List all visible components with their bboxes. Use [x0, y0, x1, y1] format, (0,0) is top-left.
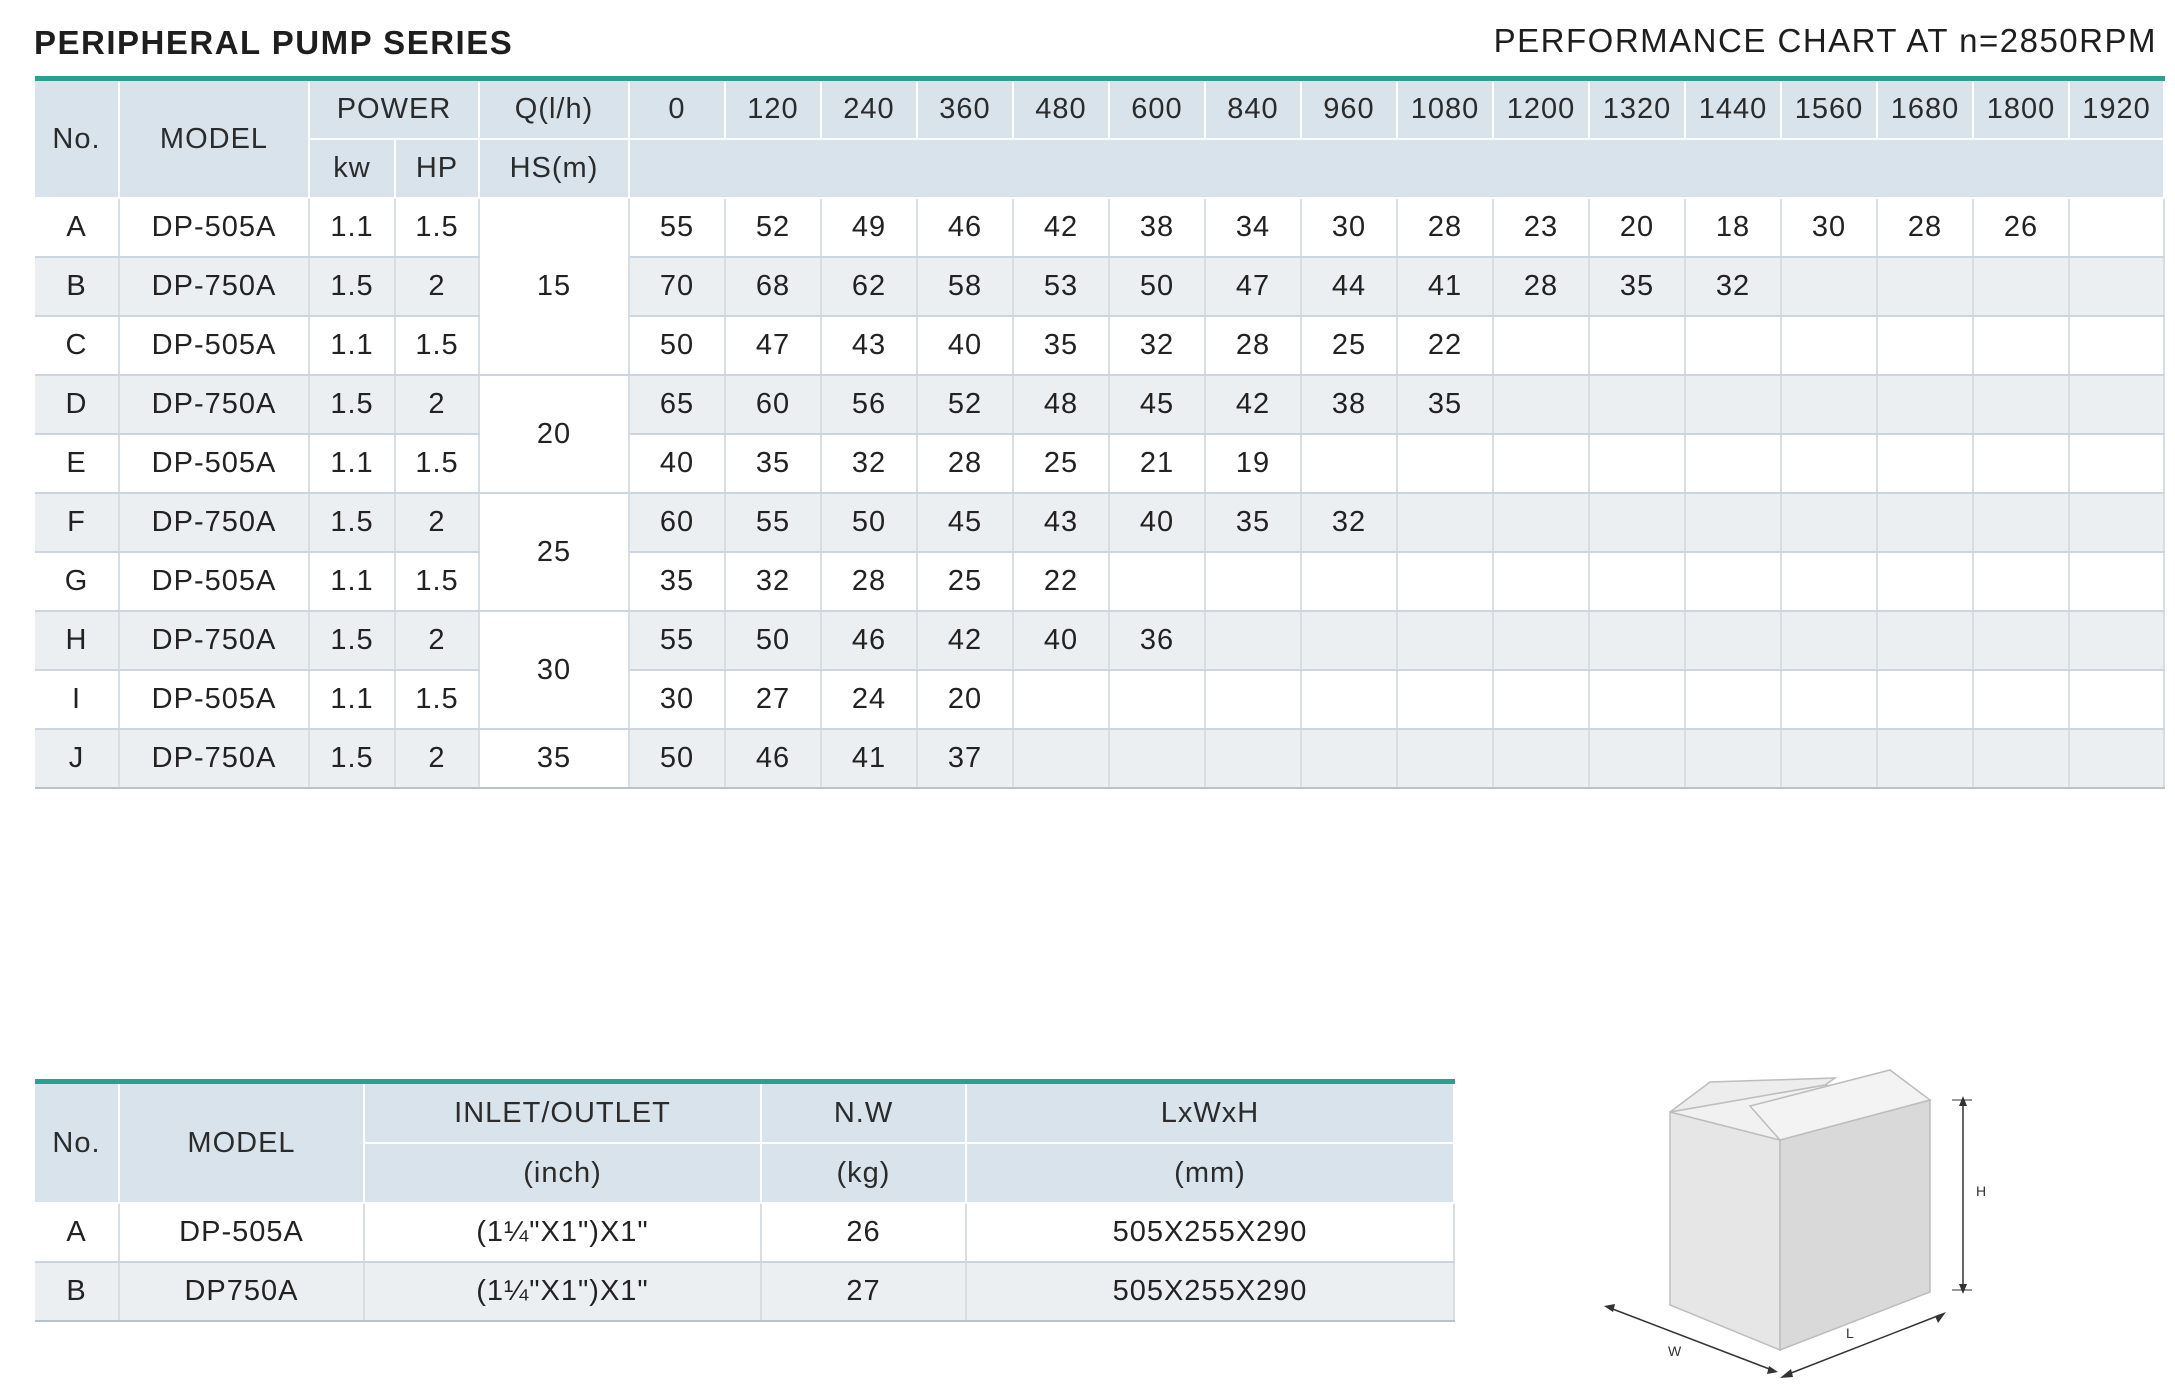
cell-head-value [1493, 729, 1589, 788]
flow-header: 600 [1109, 79, 1205, 140]
cell-head-value [1301, 434, 1397, 493]
cell-head-value: 28 [1877, 198, 1973, 257]
cell-head-value [1877, 316, 1973, 375]
cell-head-value [1973, 493, 2069, 552]
cell-head-value [1397, 611, 1493, 670]
cell-model: DP-750A [119, 611, 309, 670]
pack-header-model: MODEL [119, 1082, 364, 1204]
table-row [35, 729, 2164, 788]
cell-head-value [1109, 729, 1205, 788]
pack-cell-no: B [35, 1262, 119, 1321]
cell-head-value: 41 [821, 729, 917, 788]
header-hs: HS(m) [479, 139, 629, 198]
cell-head-value: 49 [821, 198, 917, 257]
carton-label-w: W [1668, 1343, 1682, 1359]
pack-header-inlet-unit: (inch) [364, 1143, 761, 1203]
cell-head-value [1877, 729, 1973, 788]
cell-head-value [1685, 316, 1781, 375]
carton-label-h: H [1976, 1183, 1987, 1199]
pack-cell-no: A [35, 1203, 119, 1262]
cell-head-value: 55 [629, 198, 725, 257]
cell-head-value [2069, 375, 2164, 434]
cell-head-value: 40 [917, 316, 1013, 375]
cell-model: DP-505A [119, 434, 309, 493]
flow-header: 840 [1205, 79, 1301, 140]
cell-head-value [2069, 198, 2164, 257]
cell-head-value [1973, 434, 2069, 493]
cell-head-value [1589, 375, 1685, 434]
cell-kw: 1.5 [309, 257, 395, 316]
cell-head-value [1781, 316, 1877, 375]
cell-model: DP-750A [119, 375, 309, 434]
flow-header: 480 [1013, 79, 1109, 140]
cell-kw: 1.5 [309, 375, 395, 434]
cell-head-value: 65 [629, 375, 725, 434]
cell-head-value [1109, 552, 1205, 611]
cell-head-value [1493, 552, 1589, 611]
cell-head-value: 26 [1973, 198, 2069, 257]
cell-head-value [1205, 552, 1301, 611]
flow-header: 1320 [1589, 79, 1685, 140]
cell-head-value: 45 [1109, 375, 1205, 434]
packing-table [35, 1079, 1455, 1322]
cell-head-value [1877, 375, 1973, 434]
cell-head-value [1397, 434, 1493, 493]
cell-head-value: 35 [1205, 493, 1301, 552]
cell-head-value [2069, 316, 2164, 375]
cell-head-value [1973, 375, 2069, 434]
pack-cell-inlet: (1¼"X1")X1" [364, 1203, 761, 1262]
cell-head-value: 35 [725, 434, 821, 493]
table-row [35, 316, 2164, 375]
cell-head-value: 32 [725, 552, 821, 611]
cell-model: DP-750A [119, 729, 309, 788]
cell-head-value [1493, 375, 1589, 434]
cell-no: A [35, 198, 119, 257]
pack-header-lwh: LxWxH [966, 1082, 1454, 1144]
cell-head-value: 37 [917, 729, 1013, 788]
cell-no: F [35, 493, 119, 552]
cell-hp: 2 [395, 493, 479, 552]
cell-head-value: 32 [1109, 316, 1205, 375]
cell-head-value [1397, 670, 1493, 729]
cell-head-value: 43 [821, 316, 917, 375]
cell-head-value [1685, 434, 1781, 493]
cell-head-value [1589, 729, 1685, 788]
cell-no: H [35, 611, 119, 670]
cell-head-value: 28 [821, 552, 917, 611]
cell-hp: 1.5 [395, 670, 479, 729]
cell-head-value [1205, 729, 1301, 788]
cell-head-value: 36 [1109, 611, 1205, 670]
cell-head-value: 38 [1301, 375, 1397, 434]
cell-kw: 1.5 [309, 493, 395, 552]
cell-head-value: 55 [725, 493, 821, 552]
cell-head-value: 58 [917, 257, 1013, 316]
cell-no: J [35, 729, 119, 788]
cell-hp: 2 [395, 729, 479, 788]
pack-header-nw-unit: (kg) [761, 1143, 966, 1203]
cell-head-value: 60 [629, 493, 725, 552]
cell-head-value [1301, 670, 1397, 729]
flow-header: 1920 [2069, 79, 2164, 140]
cell-kw: 1.1 [309, 670, 395, 729]
cell-head-value: 35 [1013, 316, 1109, 375]
cell-head-value [1877, 670, 1973, 729]
pack-cell-model: DP750A [119, 1262, 364, 1321]
cell-hs: 25 [479, 493, 629, 611]
cell-head-value: 27 [725, 670, 821, 729]
pack-header-inlet: INLET/OUTLET [364, 1082, 761, 1144]
cell-head-value [1973, 257, 2069, 316]
cell-kw: 1.1 [309, 316, 395, 375]
cell-head-value: 42 [1205, 375, 1301, 434]
cell-head-value: 30 [629, 670, 725, 729]
flow-header: 1440 [1685, 79, 1781, 140]
cell-head-value: 32 [821, 434, 917, 493]
cell-head-value [1685, 670, 1781, 729]
cell-head-value: 52 [725, 198, 821, 257]
flow-header: 1200 [1493, 79, 1589, 140]
cell-head-value: 47 [725, 316, 821, 375]
cell-head-value: 40 [1013, 611, 1109, 670]
cell-kw: 1.1 [309, 198, 395, 257]
header-model: MODEL [119, 79, 309, 199]
cell-head-value [1685, 611, 1781, 670]
table-row [35, 434, 2164, 493]
cell-head-value [1013, 670, 1109, 729]
cell-head-value: 50 [821, 493, 917, 552]
table-row [35, 1262, 1454, 1321]
pack-cell-lwh: 505X255X290 [966, 1262, 1454, 1321]
cell-head-value [1205, 670, 1301, 729]
cell-head-value [1877, 552, 1973, 611]
cell-head-value: 38 [1109, 198, 1205, 257]
cell-head-value: 50 [1109, 257, 1205, 316]
cell-head-value: 45 [917, 493, 1013, 552]
cell-no: I [35, 670, 119, 729]
cell-head-value: 32 [1301, 493, 1397, 552]
cell-head-value [2069, 670, 2164, 729]
header-kw: kw [309, 139, 395, 198]
cell-head-value [1877, 257, 1973, 316]
cell-head-value [1685, 729, 1781, 788]
pack-cell-model: DP-505A [119, 1203, 364, 1262]
cell-model: DP-505A [119, 552, 309, 611]
cell-head-value: 24 [821, 670, 917, 729]
header-power: POWER [309, 79, 479, 140]
cell-head-value [1685, 552, 1781, 611]
cell-head-value: 25 [1301, 316, 1397, 375]
cell-head-value: 20 [1589, 198, 1685, 257]
cell-head-value [1877, 493, 1973, 552]
cell-head-value [1589, 434, 1685, 493]
cell-head-value [1973, 670, 2069, 729]
cell-head-value: 35 [629, 552, 725, 611]
table-row [35, 611, 2164, 670]
cell-head-value: 25 [1013, 434, 1109, 493]
cell-head-value: 30 [1781, 198, 1877, 257]
cell-head-value [1877, 611, 1973, 670]
carton-label-l: L [1846, 1325, 1854, 1341]
cell-head-value [1973, 611, 2069, 670]
cell-head-value [1013, 729, 1109, 788]
page-title: PERIPHERAL PUMP SERIES [34, 24, 514, 61]
cell-head-value: 22 [1397, 316, 1493, 375]
flow-header: 960 [1301, 79, 1397, 140]
table-row [35, 552, 2164, 611]
header-blank [629, 139, 2164, 198]
cell-head-value: 25 [917, 552, 1013, 611]
table-row [35, 198, 2164, 257]
header-no: No. [35, 79, 119, 199]
cell-kw: 1.5 [309, 729, 395, 788]
cell-kw: 1.1 [309, 434, 395, 493]
cell-head-value: 22 [1013, 552, 1109, 611]
cell-head-value: 32 [1685, 257, 1781, 316]
carton-box-icon [1590, 1060, 2010, 1380]
cell-model: DP-750A [119, 257, 309, 316]
cell-no: G [35, 552, 119, 611]
cell-head-value [1589, 611, 1685, 670]
cell-head-value [1397, 552, 1493, 611]
cell-head-value [1397, 729, 1493, 788]
cell-head-value: 55 [629, 611, 725, 670]
performance-table-body [35, 198, 2164, 788]
flow-header: 0 [629, 79, 725, 140]
performance-table [35, 76, 2165, 789]
cell-head-value [2069, 552, 2164, 611]
table-row [35, 1203, 1454, 1262]
cell-head-value [1493, 611, 1589, 670]
cell-hp: 1.5 [395, 198, 479, 257]
cell-head-value: 46 [917, 198, 1013, 257]
header-q: Q(l/h) [479, 79, 629, 140]
flow-header: 360 [917, 79, 1013, 140]
cell-head-value [1493, 316, 1589, 375]
cell-no: B [35, 257, 119, 316]
cell-head-value [1973, 316, 2069, 375]
flow-header: 120 [725, 79, 821, 140]
cell-head-value: 40 [1109, 493, 1205, 552]
cell-hp: 2 [395, 375, 479, 434]
cell-head-value [2069, 611, 2164, 670]
cell-head-value [1397, 493, 1493, 552]
cell-head-value: 30 [1301, 198, 1397, 257]
cell-head-value: 60 [725, 375, 821, 434]
cell-head-value [1781, 552, 1877, 611]
cell-head-value [1589, 316, 1685, 375]
performance-subtitle: PERFORMANCE CHART AT n=2850RPM [1493, 22, 2157, 59]
cell-hp: 2 [395, 611, 479, 670]
cell-head-value: 70 [629, 257, 725, 316]
cell-head-value [1301, 611, 1397, 670]
flow-header: 240 [821, 79, 917, 140]
cell-head-value: 68 [725, 257, 821, 316]
cell-head-value: 41 [1397, 257, 1493, 316]
cell-head-value: 56 [821, 375, 917, 434]
cell-head-value: 28 [1205, 316, 1301, 375]
cell-no: C [35, 316, 119, 375]
cell-head-value [1781, 670, 1877, 729]
cell-head-value: 50 [725, 611, 821, 670]
cell-head-value [1109, 670, 1205, 729]
cell-head-value: 46 [725, 729, 821, 788]
cell-head-value [2069, 729, 2164, 788]
cell-hp: 1.5 [395, 434, 479, 493]
table-row [35, 670, 2164, 729]
table-row [35, 493, 2164, 552]
cell-model: DP-505A [119, 198, 309, 257]
table-row [35, 375, 2164, 434]
cell-head-value: 35 [1397, 375, 1493, 434]
cell-head-value: 40 [629, 434, 725, 493]
cell-head-value [1493, 670, 1589, 729]
flow-header: 1080 [1397, 79, 1493, 140]
cell-head-value [2069, 493, 2164, 552]
cell-head-value: 43 [1013, 493, 1109, 552]
header-hp: HP [395, 139, 479, 198]
cell-hs: 20 [479, 375, 629, 493]
flow-header: 1680 [1877, 79, 1973, 140]
cell-head-value [1493, 493, 1589, 552]
cell-head-value: 50 [629, 729, 725, 788]
cell-head-value: 52 [917, 375, 1013, 434]
cell-head-value: 44 [1301, 257, 1397, 316]
cell-hp: 2 [395, 257, 479, 316]
pack-header-lwh-unit: (mm) [966, 1143, 1454, 1203]
cell-head-value [2069, 434, 2164, 493]
cell-kw: 1.5 [309, 611, 395, 670]
pack-cell-nw: 27 [761, 1262, 966, 1321]
cell-head-value: 28 [1493, 257, 1589, 316]
cell-head-value [1877, 434, 1973, 493]
pack-cell-nw: 26 [761, 1203, 966, 1262]
cell-head-value [1205, 611, 1301, 670]
cell-head-value: 21 [1109, 434, 1205, 493]
cell-head-value: 62 [821, 257, 917, 316]
cell-head-value [1781, 611, 1877, 670]
cell-head-value: 46 [821, 611, 917, 670]
cell-head-value [1781, 257, 1877, 316]
cell-head-value: 48 [1013, 375, 1109, 434]
cell-head-value [1493, 434, 1589, 493]
pack-header-no: No. [35, 1082, 119, 1204]
cell-head-value: 47 [1205, 257, 1301, 316]
pack-header-nw: N.W [761, 1082, 966, 1144]
table-row [35, 257, 2164, 316]
cell-head-value: 34 [1205, 198, 1301, 257]
cell-head-value [1301, 552, 1397, 611]
cell-head-value: 35 [1589, 257, 1685, 316]
cell-head-value: 53 [1013, 257, 1109, 316]
cell-hs: 35 [479, 729, 629, 788]
cell-head-value [1781, 434, 1877, 493]
cell-hp: 1.5 [395, 552, 479, 611]
cell-model: DP-505A [119, 316, 309, 375]
cell-head-value [1301, 729, 1397, 788]
cell-head-value: 50 [629, 316, 725, 375]
pack-cell-lwh: 505X255X290 [966, 1203, 1454, 1262]
flow-header: 1800 [1973, 79, 2069, 140]
cell-head-value: 28 [917, 434, 1013, 493]
flow-header: 1560 [1781, 79, 1877, 140]
cell-head-value [1973, 729, 2069, 788]
cell-head-value: 42 [917, 611, 1013, 670]
cell-head-value [1685, 493, 1781, 552]
cell-head-value: 23 [1493, 198, 1589, 257]
cell-model: DP-505A [119, 670, 309, 729]
cell-head-value: 20 [917, 670, 1013, 729]
cell-head-value: 18 [1685, 198, 1781, 257]
cell-no: D [35, 375, 119, 434]
cell-kw: 1.1 [309, 552, 395, 611]
cell-head-value [1781, 375, 1877, 434]
cell-head-value [1589, 552, 1685, 611]
cell-head-value [1589, 670, 1685, 729]
cell-head-value [2069, 257, 2164, 316]
cell-head-value [1685, 375, 1781, 434]
cell-head-value: 42 [1013, 198, 1109, 257]
cell-hp: 1.5 [395, 316, 479, 375]
cell-head-value [1781, 493, 1877, 552]
cell-head-value: 19 [1205, 434, 1301, 493]
cell-model: DP-750A [119, 493, 309, 552]
pack-cell-inlet: (1¼"X1")X1" [364, 1262, 761, 1321]
cell-head-value: 28 [1397, 198, 1493, 257]
cell-head-value [1781, 729, 1877, 788]
cell-no: E [35, 434, 119, 493]
cell-hs: 30 [479, 611, 629, 729]
cell-hs: 15 [479, 198, 629, 375]
cell-head-value [1973, 552, 2069, 611]
cell-head-value [1589, 493, 1685, 552]
